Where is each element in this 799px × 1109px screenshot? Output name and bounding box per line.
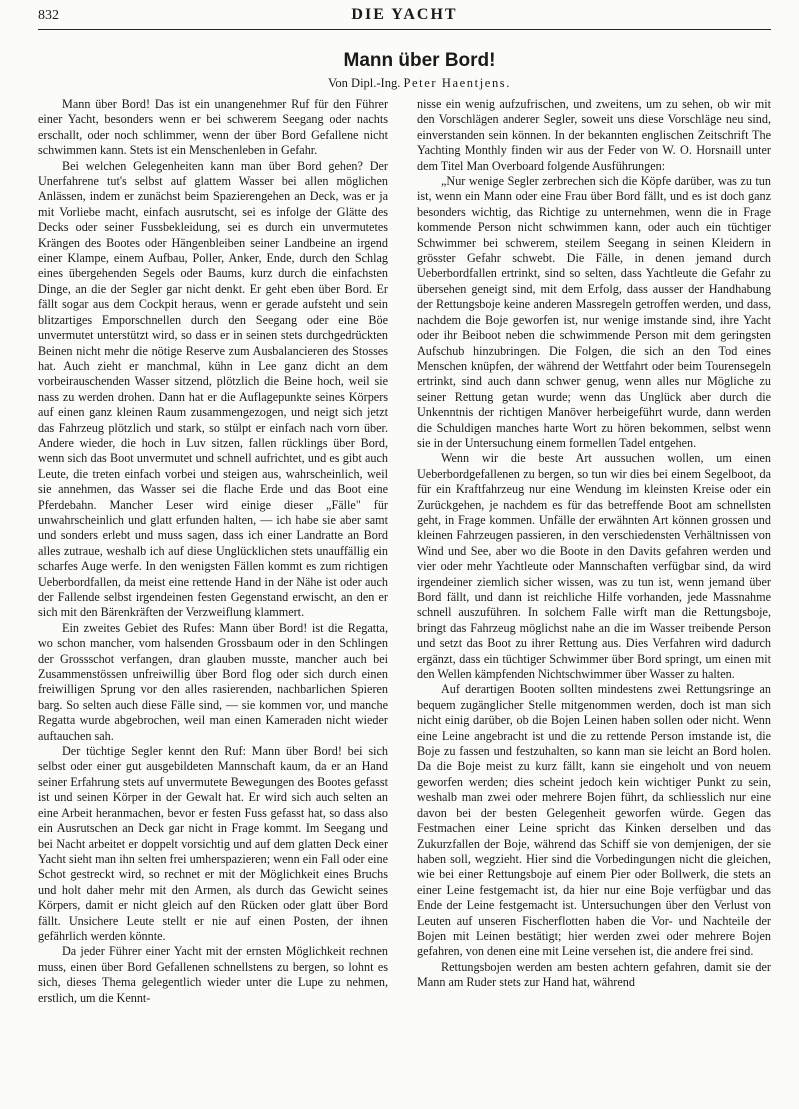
paragraph: Rettungsbojen werden am besten achtern gefahren, damit sie der Mann am Ruder stets zur Hand hat, während [417, 959, 771, 990]
paragraph: nisse ein wenig aufzufrischen, und zweitens, um zu sehen, ob wir mit den Vorschlägen anderer Segler, soweit uns diese Vorschläge neu sind, einverstanden sein können. In der bekannten englischen Zeitschrift The Yachting Monthly finden wir aus der Feder von W. O. Horsnaill unter dem Titel Man Overboard folgende Ausführungen: [417, 97, 771, 173]
journal-title: DIE YACHT [351, 6, 458, 23]
paragraph: Auf derartigen Booten sollten mindestens zwei Rettungsringe an bequem zugänglicher Stelle mitgenommen werden, doch ist man sich nicht einig darüber, ob die Bojen Leinen haben sollen oder nicht. Wenn eine Leine angebracht ist und die zu rettende Person imstande ist, die Boje zu fassen und festzuhalten, so kann man sie leicht an Bord holen. Da die Boje meist zu kurz fällt, kann sie eingeholt und von neuem geworfen werden; dies scheint jedoch kein wichtiger Punkt zu sein, weshalb man zwei oder mehrere Bojen führt, da schliesslich nur eine davon bei der besten Gelegenheit geworfen würde. Gegen das Festmachen einer Leine spricht das Kinken derselben und das Zukurzfallen der Boje, während das Schiff sie von demjenigen, der sie haben soll, wegzieht. Hier sind die Vorbedingungen nicht die gleichen, wie bei einer Rettungsboje auf einem Pier oder Bollwerk, die stets an einer Leine festgemacht ist, da hier nur eine Boje verfügbar und das Ende der Leine festgemacht ist. Untersuchungen über den Verlust von Leuten auf unseren Fischerflotten haben die Vor- und Nachteile der Bojen mit Leinen bestätigt; hier werden zwei oder mehrere Bojen gefahren, von denen eine mit Leine versehen ist, die andere frei sind. [417, 682, 771, 959]
header-rule [38, 29, 771, 30]
left-column [38, 97, 388, 1006]
byline-prefix: Von Dipl.-Ing. [328, 76, 401, 90]
paragraph: Mann über Bord! Das ist ein unangenehmer Ruf für den Führer einer Yacht, besonders wenn er bei schwerem Seegang oder nachts erschallt, oder noch schlimmer, wenn der über Bord Gefallene nicht schwimmen kann. Stets ist ein Menschenleben in Gefahr. [38, 97, 388, 158]
right-column [417, 97, 771, 991]
byline-author: Peter Haentjens. [403, 76, 511, 90]
paragraph: Wenn wir die beste Art aussuchen wollen, um einen Ueberbordgefallenen zu bergen, so tun wir dies bei einem Segelboot, da für ein Kraftfahrzeug nur eine Wendung im kleinsten Kreise oder ein Zurückgehen, je nachdem es für das betreffende Boot am schnellsten geht, in Frage kommen. Unfälle der erwähnten Art können grossen und kleinen Fahrzeugen passieren, in den verschiedensten Verhältnissen von Wind und See, aber wo die Boote in den Davits gefahren werden und vier oder mehr Yachtleute oder Mannschaften verfügbar sind, da wird irgendeiner ziemlich sicher wissen, was zu tun ist, wenn jemand über Bord fällt, und dann ist reichliche Hilfe vorhanden, jede Massnahme schnell auszuführen. In solchem Falle wirft man die Rettungsboje, bringt das Fahrzeug möglichst nahe an die im Wasser treibende Person und setzt das Boot zu ihrer Rettung aus. Dies Verfahren wird dadurch ergänzt, dass ein tüchtiger Schwimmer über Bord springt, um einen mit den Wellen kämpfenden Nichtschwimmer über Wasser zu halten. [417, 451, 771, 682]
paragraph: Bei welchen Gelegenheiten kann man über Bord gehen? Der Unerfahrene tut's selbst auf glattem Wasser bei allen möglichen Anlässen, indem er zunächst beim Spazierengehen an Deck, was er ja mit Vorliebe macht, einfach ausrutscht, sei es infolge der Glätte des Decks oder seiner Fussbekleidung, sei es durch ein unvermutetes Krängen des Bootes oder Hängenbleiben seiner Landbeine an irgend einer Klampe, einem Aufbau, Poller, Anker, Ende, durch den Schlag eines übergehenden Segels oder Baums, kurz durch die einfachsten Dinge, an die der Segler gar nicht denkt. Er geht eben über Bord. Er fällt sogar aus dem Cockpit heraus, wenn er gerade aufsteht und sein blitzartiges Emporschnellen durch den Seegang oder eine Böe unvermutet unterstützt wird, so dass er in seinen stets durchgedrückten Beinen nicht mehr die nötige Reserve zum Ausbalancieren des Stosses hat. Auch zieht er manchmal, kühn in Lee ganz dicht an dem vorbeirauschenden Wasser sitzend, plötzlich die Beine hoch, weil sie nass zu werden drohen. Dann hat er die Auflagepunkte seines Körpers auf einen ganz kleinen Raum zusammengezogen, und neigt sich jetzt das Fahrzeug plötzlich und stark, so stülpt er einfach nach vorn über. Andere wieder, die hoch in Luv sitzen, fallen rücklings über Bord, wenn sich das Boot unvermutet und schnell aufrichtet, und es gibt auch Leute, die treten einfach vorbei und steigen aus, wahrscheinlich, weil sie annehmen, das Wasser sei die flache Erde und das Boot eine Pferdebahn. Mancher Leser wird einige dieser „Fälle" für unwahrscheinlich und glatt erfunden halten, — ich habe sie aber samt und sonders erlebt und muss sagen, dass ich einer Landratte an Bord alles zutraue, weshalb ich auf diese Unglücklichen stets unauffällig ein scharfes Auge werfe. In den wenigsten Fällen kommt es zum richtigen Ueberbordfallen, da meist eine rettende Hand in der Nähe ist oder auch der Fallende selbst irgendeinen festen Gegenstand erwischt, an den er sich mit den Bärenkräften der Verzweiflung klammert. [38, 158, 388, 620]
running-head [38, 6, 771, 30]
quoted-paragraph: „Nur wenige Segler zerbrechen sich die Köpfe darüber, was zu tun ist, wenn ein Mann oder eine Frau über Bord fällt, und es ist doch ganz besonders wichtig, das Richtige zu unternehmen, wenn die in Frage kommende Person nicht schwimmen kann, oder auch ein tüchtiger Schwimmer bei schwerem, steilem Seegang in seinen Kleidern in grösster Gefahr schwebt. Die Fälle, in denen jemand durch Ueberbordfallen ertrinkt, sind so selten, dass Yachtleute die Gefahr zu übersehen geneigt sind, mit dem Erfolg, dass ausser der Handhabung der Rettungsboje keine anderen Massregeln getroffen werden, und dass, nachdem die Boje geworfen ist, nur wenige imstande sind, ihre Yacht oder ihr Beiboot neben die schwimmende Person mit dem geringsten Aufschub hinzubringen. Die Folgen, die sich an den Tod eines Menschen knüpfen, der während der Wettfahrt oder beim Tourensegeln ertrinkt, sind auch dann schwer genug, wenn alles nur Mögliche zu seiner Rettung getan wurde; wenn das Unglück aber durch die Unkenntnis der richtigen Manöver herbeigeführt wurde, dann werden die Schuldigen manches harte Wort zu hören bekommen, selbst wenn sie in der Untersuchung einem formellen Tadel entgehen. [417, 174, 771, 450]
byline [0, 76, 799, 91]
page-number: 832 [38, 8, 59, 23]
article-title: Mann über Bord! [343, 50, 496, 71]
paragraph: Da jeder Führer einer Yacht mit der ernsten Möglichkeit rechnen muss, einen über Bord Gefallenen schnellstens zu bergen, so lohnt es sich, dieses Thema gelegentlich wieder unter die Lupe zu nehmen, erstlich, um die Kennt- [38, 944, 388, 1005]
paragraph: Der tüchtige Segler kennt den Ruf: Mann über Bord! bei sich selbst oder einer gut ausgebildeten Mannschaft kaum, da er an Hand seiner Erfahrung stets auf unvermutete Bewegungen des Bootes gefasst ist und seinen Körper in der Gewalt hat. Er wird sich auch selten an eine Arbeit heranmachen, bevor er festen Fuss gefasst hat, so dass also ein Ausrutschen an Deck gar nicht in Frage kommt. Im Seegang und bei Nacht arbeitet er doppelt vorsichtig und auf dem glatten Deck einer Yacht sieht man ihn selten frei umherspazieren; wenn ein Fall oder eine Schot gestreckt wird, so rechnet er mit der Möglichkeit eines Bruchs und holt daher mehr mit den Armen, als durch das Gewicht seines Körpers, damit er nicht gleich auf den Rücken oder glatt über Bord fällt. Unsichere Leute stellt er nie auf einen Posten, der ihnen gefährlich werden könnte. [38, 744, 388, 943]
paragraph: Ein zweites Gebiet des Rufes: Mann über Bord! ist die Regatta, wo schon mancher, vom halsenden Grossbaum oder in den Schlingen der Grossschot verfangen, dran glauben musste, mancher auch bei Zusammenstössen unfreiwillig über Bord flog oder sich durch einen freiwilligen Sprung vor den alles rasierenden, nachbarlichen Spieren barg. So selten auch diese Fälle sind, — sie kommen vor, und manche Regatta wurde abgebrochen, weil man einen Kameraden nicht wieder auftauchen sah. [38, 620, 388, 743]
